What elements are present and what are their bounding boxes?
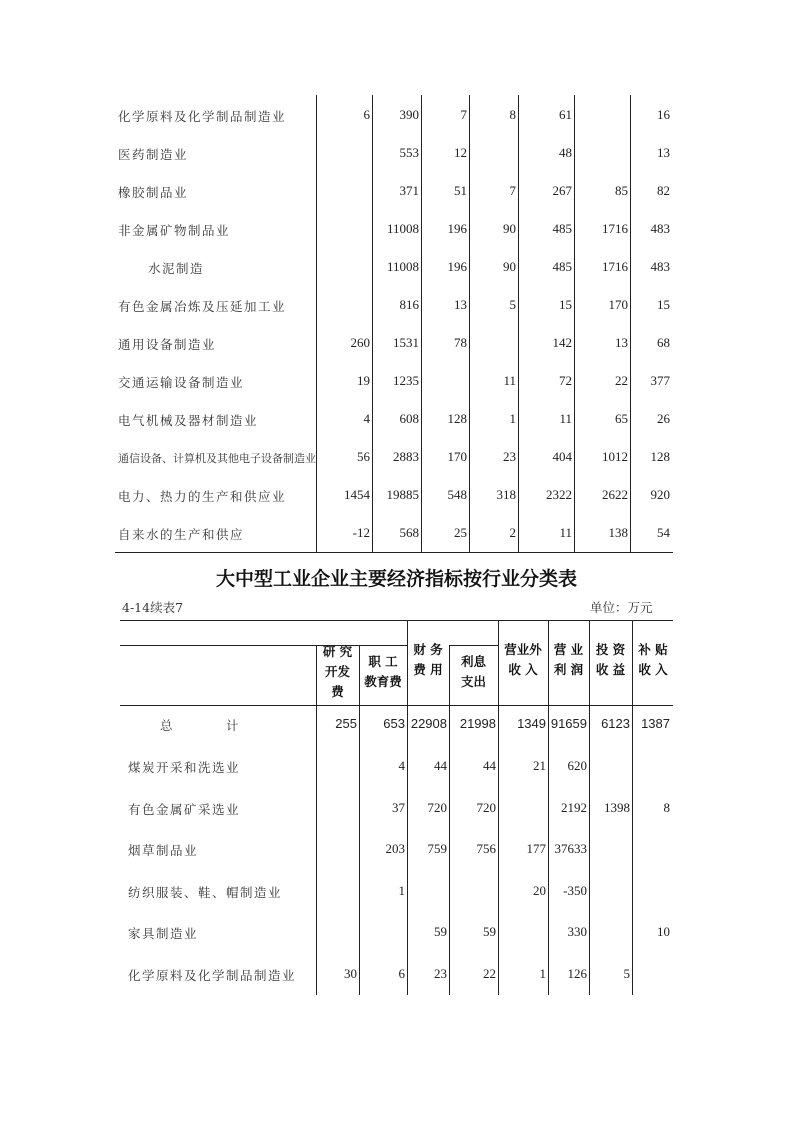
table-cell: 2 bbox=[509, 525, 516, 540]
table-cell: 65 bbox=[615, 411, 628, 426]
table-cell: 13 bbox=[615, 335, 628, 350]
table-cell: 10 bbox=[657, 924, 670, 940]
table-cell: 128 bbox=[447, 411, 467, 426]
row-label: 水泥制造 bbox=[148, 261, 205, 276]
row-label: 化学原料及化学制品制造业 bbox=[128, 968, 297, 983]
table-cell: 756 bbox=[476, 841, 496, 857]
table-cell: 4 bbox=[363, 411, 370, 426]
table-cell: 13 bbox=[454, 297, 467, 312]
table-cell: 1 bbox=[398, 882, 405, 898]
row-label: 非金属矿物制品业 bbox=[118, 223, 231, 238]
row-label: 自来水的生产和供应 bbox=[118, 527, 245, 542]
table-cell: 318 bbox=[496, 487, 516, 502]
table-cell: 1398 bbox=[604, 799, 630, 815]
table-cell: 2192 bbox=[561, 799, 587, 815]
table-cell: -350 bbox=[563, 882, 587, 898]
row-label: 交通运输设备制造业 bbox=[118, 375, 245, 390]
table-cell: 15 bbox=[657, 297, 670, 312]
table-cell: 8 bbox=[509, 107, 516, 122]
table-cell: 553 bbox=[399, 145, 419, 160]
table-cell: 21 bbox=[533, 758, 546, 773]
column-divider bbox=[574, 95, 575, 553]
table-cell: 759 bbox=[427, 841, 447, 857]
row-label-total: 总 计 bbox=[160, 718, 243, 733]
table-cell: 1 bbox=[509, 411, 516, 426]
row-label: 电气机械及器材制造业 bbox=[118, 413, 259, 428]
column-header: 职 工 教育费 bbox=[364, 654, 402, 689]
table-cell: 920 bbox=[650, 487, 670, 502]
table-cell: 720 bbox=[476, 799, 496, 815]
column-divider bbox=[449, 645, 450, 995]
table-cell: 11 bbox=[559, 525, 572, 540]
table-cell: 1387 bbox=[641, 716, 670, 731]
table-cell: 1 bbox=[539, 966, 546, 981]
unit-label: 单位：万元 bbox=[590, 600, 653, 615]
column-header: 营业外 收 入 bbox=[504, 642, 542, 677]
table-cell: 85 bbox=[615, 183, 628, 198]
table-cell: 23 bbox=[434, 966, 447, 981]
table-cell: 6 bbox=[363, 107, 370, 122]
column-header: 利息 支出 bbox=[460, 654, 486, 689]
column-divider bbox=[469, 95, 470, 553]
table-cell: 203 bbox=[385, 841, 405, 857]
column-header: 研 究 开发 费 bbox=[322, 644, 353, 699]
column-header: 营 业 利 润 bbox=[553, 642, 584, 677]
table-cell: 568 bbox=[399, 525, 419, 540]
table-cell: 1531 bbox=[393, 335, 419, 350]
table-cell: 91659 bbox=[550, 716, 587, 731]
table-cell: 11008 bbox=[386, 221, 419, 236]
table-cell: 1235 bbox=[393, 373, 419, 388]
table-cell: 78 bbox=[454, 335, 467, 350]
row-label: 纺织服装、鞋、帽制造业 bbox=[128, 884, 283, 900]
table-cell: 61 bbox=[559, 107, 572, 122]
table-cell: 371 bbox=[399, 183, 419, 198]
table-cell: 1454 bbox=[344, 487, 370, 502]
row-label: 有色金属矿采选业 bbox=[128, 801, 241, 817]
table-cell: 142 bbox=[552, 335, 572, 350]
table-cell: 2322 bbox=[546, 487, 572, 502]
table-cell: 177 bbox=[526, 841, 546, 857]
table-cell: 72 bbox=[559, 373, 572, 388]
table-cell: 620 bbox=[567, 758, 587, 773]
table-cell: 59 bbox=[434, 924, 447, 940]
table-cell: 483 bbox=[650, 259, 670, 274]
row-label: 化学原料及化学制品制造业 bbox=[118, 109, 287, 124]
table-cell: 5 bbox=[623, 966, 630, 981]
table-cell: 485 bbox=[552, 259, 572, 274]
table-cell: 12 bbox=[454, 145, 467, 160]
table-cell: 653 bbox=[383, 716, 405, 731]
row-label: 通用设备制造业 bbox=[118, 337, 217, 352]
row-label: 煤炭开采和洗选业 bbox=[128, 760, 241, 775]
table-cell: 377 bbox=[650, 373, 670, 388]
row-label: 有色金属冶炼及压延加工业 bbox=[118, 299, 287, 314]
table-cell: 19885 bbox=[386, 487, 419, 502]
table-cell: 1012 bbox=[602, 449, 628, 464]
table-cell: 90 bbox=[503, 259, 516, 274]
table-cell: 16 bbox=[657, 107, 670, 122]
row-label: 橡胶制品业 bbox=[118, 185, 189, 200]
table-title: 大中型工业企业主要经济指标按行业分类表 bbox=[215, 568, 577, 590]
table-cell: 11 bbox=[559, 411, 572, 426]
column-header: 补 贴 收 入 bbox=[638, 642, 668, 677]
table-cell: 2883 bbox=[393, 449, 419, 464]
table-cell: 196 bbox=[447, 221, 467, 236]
row-label: 电力、热力的生产和供应业 bbox=[118, 489, 287, 504]
column-divider bbox=[518, 95, 519, 553]
table-cell: 59 bbox=[483, 924, 496, 940]
column-header: 财 务 费 用 bbox=[413, 642, 443, 677]
row-label: 通信设备、计算机及其他电子设备制造业 bbox=[118, 452, 316, 465]
table-cell: 260 bbox=[350, 335, 370, 350]
table-cell: 8 bbox=[663, 799, 670, 815]
table-cell: 390 bbox=[399, 107, 419, 122]
table-cell: 548 bbox=[447, 487, 467, 502]
table-cell: 4 bbox=[398, 758, 405, 773]
table-cell: 483 bbox=[650, 221, 670, 236]
table-cell: 11 bbox=[503, 373, 516, 388]
table-cell: 15 bbox=[559, 297, 572, 312]
row-label: 烟草制品业 bbox=[128, 843, 199, 859]
table-cell: 44 bbox=[483, 758, 496, 773]
table-cell: 255 bbox=[335, 716, 357, 731]
table-cell: 44 bbox=[434, 758, 447, 773]
table-cell: 330 bbox=[567, 924, 587, 940]
table-cell: 30 bbox=[344, 966, 357, 981]
table-cell: 7 bbox=[460, 107, 467, 122]
table-cell: 404 bbox=[552, 449, 572, 464]
column-divider bbox=[359, 645, 360, 995]
table-cell: 26 bbox=[657, 411, 670, 426]
table-cell: 1716 bbox=[602, 259, 628, 274]
table-cell: 51 bbox=[454, 183, 467, 198]
table-cell: 816 bbox=[399, 297, 419, 312]
table-cell: 720 bbox=[427, 799, 447, 815]
table-cell: 20 bbox=[533, 882, 546, 898]
table-cell: 6 bbox=[398, 966, 405, 981]
table-cell: 2622 bbox=[602, 487, 628, 502]
column-divider bbox=[316, 95, 317, 553]
table-cell: 54 bbox=[657, 525, 670, 540]
row-label: 家具制造业 bbox=[128, 926, 199, 942]
table-cell: 128 bbox=[650, 449, 670, 464]
table-cell: 196 bbox=[447, 259, 467, 274]
table-cell: 21998 bbox=[459, 716, 496, 731]
table-cell: 13 bbox=[657, 145, 670, 160]
table-cell: 56 bbox=[357, 449, 370, 464]
row-label: 医药制造业 bbox=[118, 147, 189, 162]
table-cell: 267 bbox=[552, 183, 572, 198]
table-cell: 1349 bbox=[517, 716, 546, 731]
table-cell: 82 bbox=[657, 183, 670, 198]
table-cell: 170 bbox=[608, 297, 628, 312]
table-cell: 68 bbox=[657, 335, 670, 350]
table-cell: 37 bbox=[392, 799, 405, 815]
table-cell: 170 bbox=[447, 449, 467, 464]
column-header: 投 资 收 益 bbox=[595, 642, 626, 677]
table-cell: 608 bbox=[399, 411, 419, 426]
table-cell: -12 bbox=[352, 525, 370, 540]
column-divider bbox=[630, 95, 631, 553]
table-cell: 22908 bbox=[410, 716, 447, 731]
table-cell: 37633 bbox=[554, 841, 587, 857]
header-mid-rule bbox=[449, 645, 498, 646]
table-cell: 23 bbox=[503, 449, 516, 464]
table-cell: 90 bbox=[503, 221, 516, 236]
table-bottom-rule bbox=[115, 552, 673, 553]
table-cell: 48 bbox=[559, 145, 572, 160]
table-cell: 11008 bbox=[386, 259, 419, 274]
table-cell: 5 bbox=[509, 297, 516, 312]
table-cell: 138 bbox=[608, 525, 628, 540]
table-cell: 22 bbox=[483, 966, 496, 981]
table-cell: 19 bbox=[357, 373, 370, 388]
table-cell: 7 bbox=[509, 183, 516, 198]
table-cell: 1716 bbox=[602, 221, 628, 236]
header-mid-rule bbox=[120, 645, 407, 646]
column-divider bbox=[372, 95, 373, 553]
table-cell: 485 bbox=[552, 221, 572, 236]
table-cell: 6123 bbox=[601, 716, 630, 731]
table-id: 4-14续表7 bbox=[122, 600, 184, 615]
table-cell: 25 bbox=[454, 525, 467, 540]
table-cell: 126 bbox=[567, 966, 587, 981]
table-cell: 22 bbox=[615, 373, 628, 388]
column-divider bbox=[421, 95, 422, 553]
